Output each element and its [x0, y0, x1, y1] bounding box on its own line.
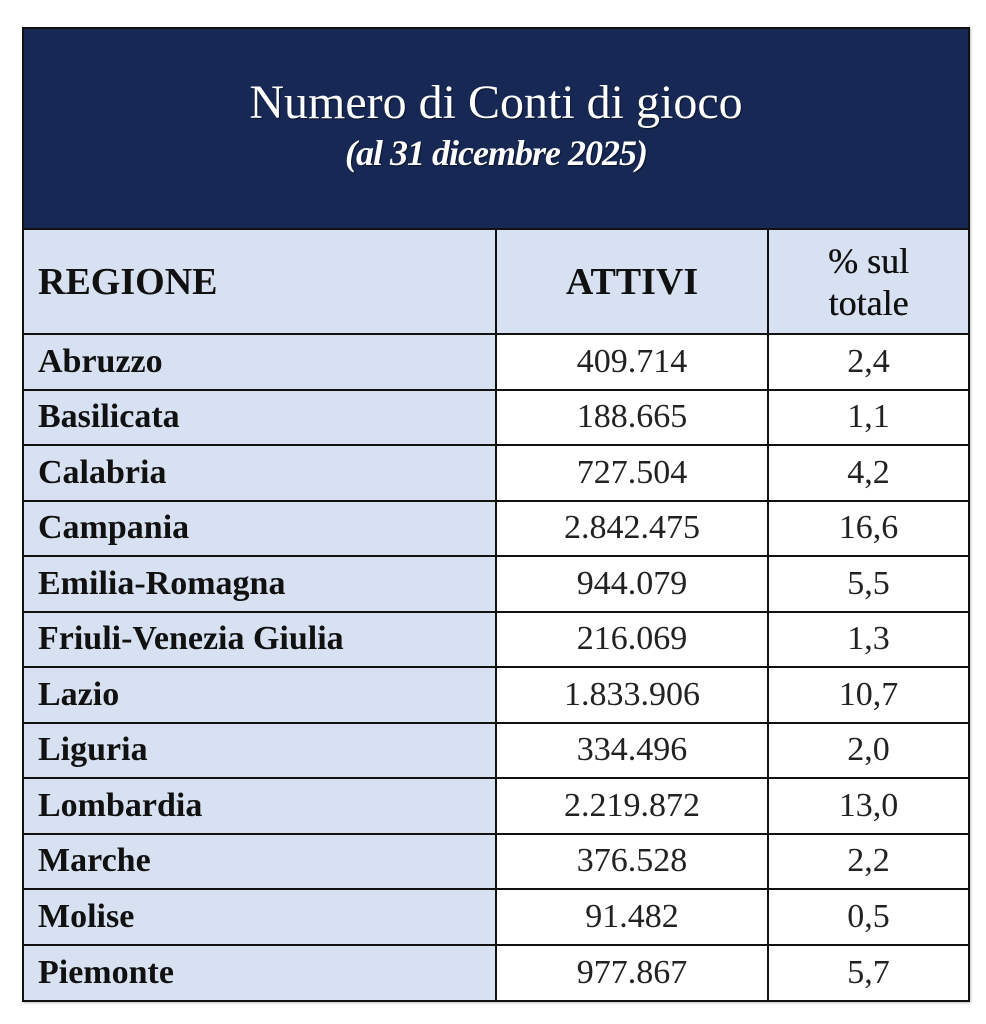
pct-value: 2,4: [768, 334, 968, 390]
pct-value: 10,7: [768, 667, 968, 723]
pct-value: 1,1: [768, 390, 968, 446]
table-row: [24, 945, 968, 1001]
table-row: [24, 667, 968, 723]
pct-value: 2,0: [768, 723, 968, 779]
attivi-value: 2.842.475: [496, 501, 768, 557]
region-name: Lombardia: [24, 778, 496, 834]
region-name: Calabria: [24, 445, 496, 501]
region-name: Molise: [24, 889, 496, 945]
attivi-value: 376.528: [496, 834, 768, 890]
table-row: [24, 390, 968, 446]
region-name: Lazio: [24, 667, 496, 723]
attivi-value: 977.867: [496, 945, 768, 1001]
table-title-block: [24, 29, 968, 230]
attivi-value: 188.665: [496, 390, 768, 446]
region-name: Liguria: [24, 723, 496, 779]
attivi-value: 216.069: [496, 612, 768, 668]
header-row: [24, 230, 968, 334]
pct-value: 13,0: [768, 778, 968, 834]
pct-value: 4,2: [768, 445, 968, 501]
table-subtitle-date: (al 31 dicembre 2025): [345, 132, 647, 173]
region-name: Emilia-Romagna: [24, 556, 496, 612]
attivi-value: 944.079: [496, 556, 768, 612]
column-header-pct-line2: totale: [828, 282, 909, 323]
table-row: [24, 834, 968, 890]
table-row: [24, 723, 968, 779]
pct-value: 5,5: [768, 556, 968, 612]
pct-value: 0,5: [768, 889, 968, 945]
regional-accounts-table: [24, 230, 968, 1000]
table-row: [24, 612, 968, 668]
attivi-value: 91.482: [496, 889, 768, 945]
attivi-value: 2.219.872: [496, 778, 768, 834]
pct-value: 16,6: [768, 501, 968, 557]
pct-value: 1,3: [768, 612, 968, 668]
attivi-value: 334.496: [496, 723, 768, 779]
pct-value: 5,7: [768, 945, 968, 1001]
game-accounts-table: [22, 27, 970, 1002]
region-name: Friuli-Venezia Giulia: [24, 612, 496, 668]
table-row: [24, 556, 968, 612]
table-row: [24, 334, 968, 390]
table-row: [24, 889, 968, 945]
attivi-value: 409.714: [496, 334, 768, 390]
region-name: Abruzzo: [24, 334, 496, 390]
region-name: Piemonte: [24, 945, 496, 1001]
table-row: [24, 501, 968, 557]
region-name: Marche: [24, 834, 496, 890]
table-row: [24, 445, 968, 501]
region-name: Basilicata: [24, 390, 496, 446]
column-header-region: REGIONE: [24, 230, 496, 334]
column-header-attivi: ATTIVI: [496, 230, 768, 334]
table-title: Numero di Conti di gioco: [249, 75, 743, 129]
attivi-value: 727.504: [496, 445, 768, 501]
region-name: Campania: [24, 501, 496, 557]
pct-value: 2,2: [768, 834, 968, 890]
column-header-pct-line1: % sul: [828, 240, 909, 281]
column-header-pct: [768, 230, 968, 334]
table-row: [24, 778, 968, 834]
attivi-value: 1.833.906: [496, 667, 768, 723]
